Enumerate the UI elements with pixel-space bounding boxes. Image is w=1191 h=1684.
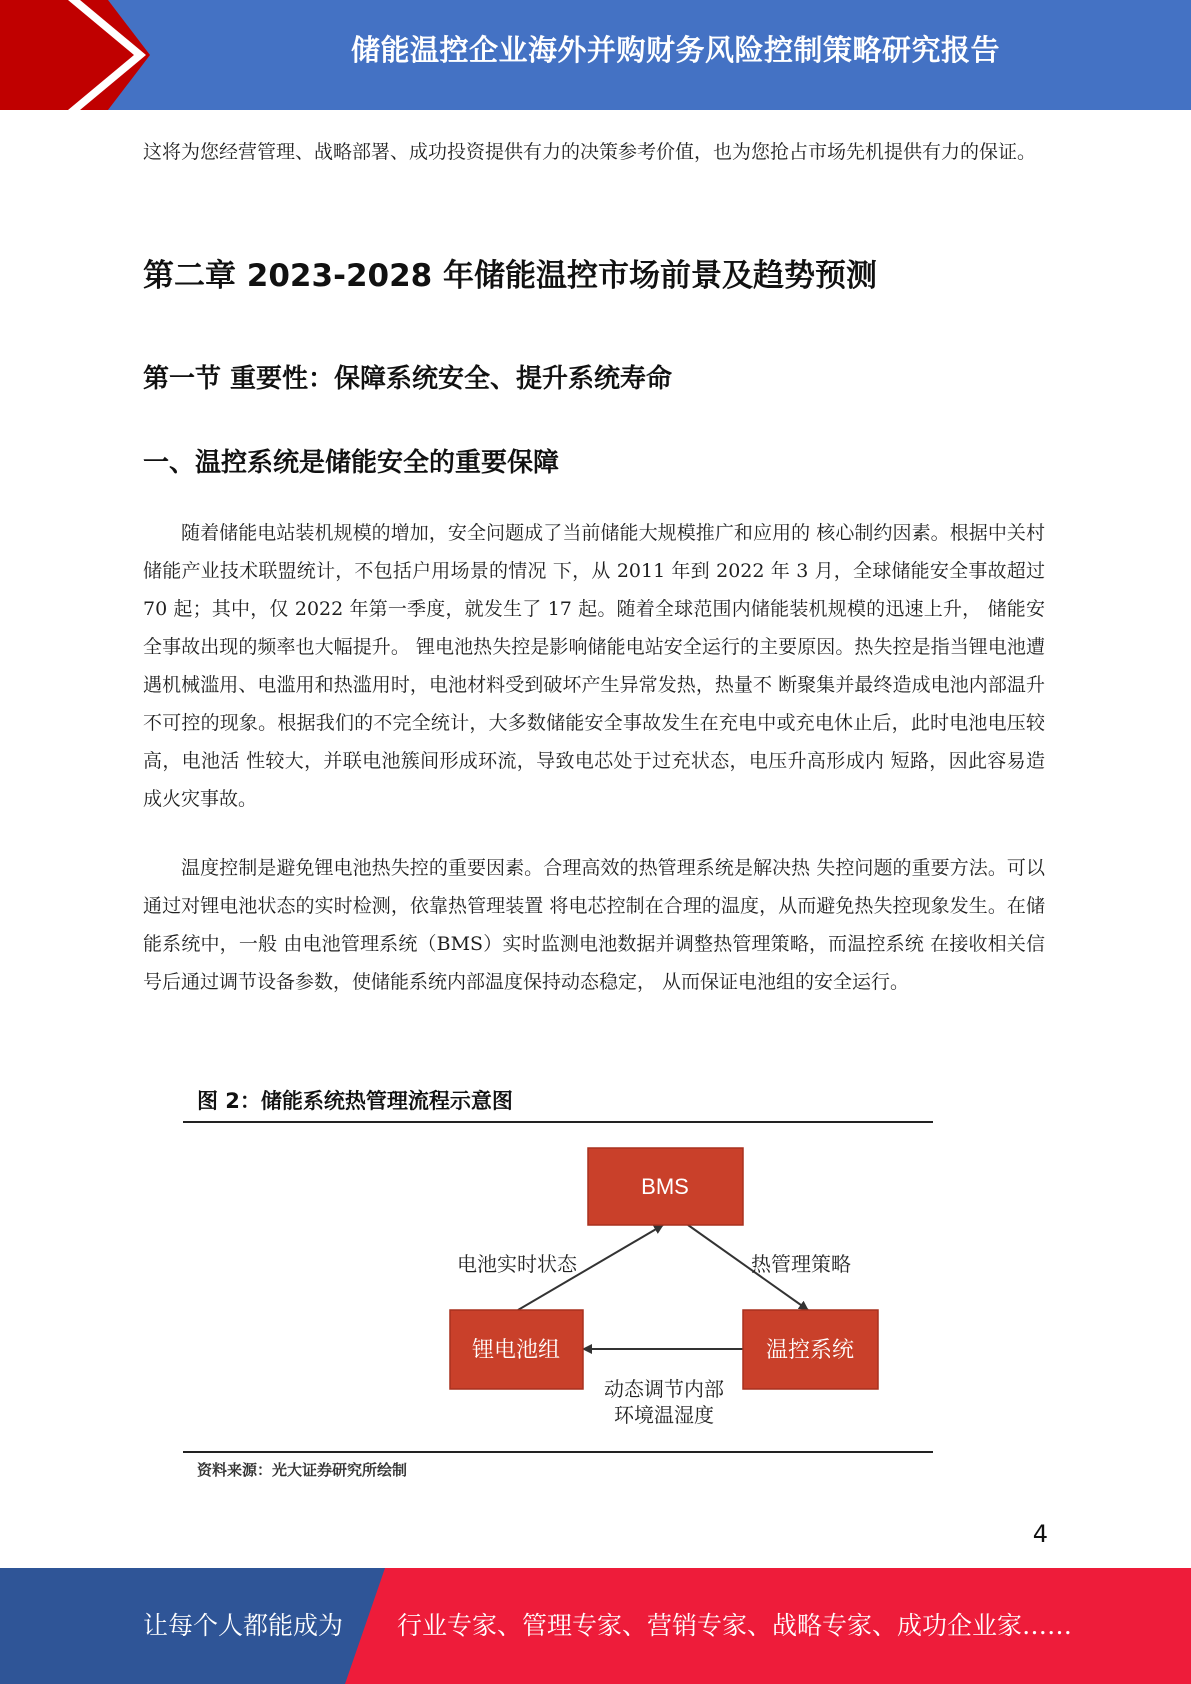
figure-bottom-rule xyxy=(183,1451,933,1453)
figure-thermal-flow xyxy=(183,1085,933,1485)
page-number: 4 xyxy=(1032,1520,1048,1548)
page-header xyxy=(0,0,1191,110)
report-title: 储能温控企业海外并购财务风险控制策略研究报告 xyxy=(350,33,1000,67)
intro-paragraph: 这将为您经营管理、战略部署、成功投资提供有力的决策参考价值，也为您抢占市场先机提供有力的保证。 xyxy=(143,141,1037,163)
figure-title: 图 2：储能系统热管理流程示意图 xyxy=(197,1089,513,1113)
header-chevron-decoration xyxy=(0,0,160,110)
section-heading: 第一节 重要性：保障系统安全、提升系统寿命 xyxy=(143,364,673,394)
body-block-1 xyxy=(143,514,1045,818)
subsection-heading: 一、温控系统是储能安全的重要保障 xyxy=(143,448,560,478)
body-block-2 xyxy=(143,849,1045,1001)
flow-diagram xyxy=(183,1085,933,1451)
intro-block xyxy=(143,133,1045,171)
edge-label-battery-status: 电池实时状态 xyxy=(457,1252,577,1276)
edge-label-thermal-strategy: 热管理策略 xyxy=(751,1252,851,1276)
node-battery-label: 锂电池组 xyxy=(471,1338,561,1363)
chapter-heading: 第二章 2023-2028 年储能温控市场前景及趋势预测 xyxy=(143,258,878,294)
body-paragraph-1: 随着储能电站装机规模的增加，安全问题成了当前储能大规模推广和应用的 核心制约因素。根据中关村储能产业技术联盟统计，不包括户用场景的情况 下，从 2011 年到 2022 年 3 月，全球储能安全事故超过 70 起；其中，仅 2022 年第一季度，就发生了 17 起。随着全球范围内储能装机规模的迅速上升， 储能安全事故出现的频率也大幅提升。 锂电池热失控是影响储能电站安全运行的主要原因。热失控是指当锂电池遭 遇机械滥用、电滥用和热滥用时，电池材料受到破坏产生异常发热，热量不 断聚集并最终造成电池内部温升不可控的现象。根据我们的不完全统计，大多数储能安全事故发生在充电中或充电休止后，此时电池电压较高，电池活 性较大，并联电池簇间形成环流，导致电芯处于过充状态，电压升高形成内 短路，因此容易造成火灾事故。 xyxy=(143,522,1045,810)
node-thermal-label: 温控系统 xyxy=(765,1338,855,1363)
figure-source: 资料来源：光大证券研究所绘制 xyxy=(197,1461,408,1479)
footer-slogan-right: 行业专家、管理专家、营销专家、战略专家、成功企业家…… xyxy=(397,1611,1073,1640)
node-bms-label: BMS xyxy=(641,1174,689,1199)
edge-label-adjust-line1: 动态调节内部 xyxy=(604,1377,724,1401)
body-paragraph-2: 温度控制是避免锂电池热失控的重要因素。合理高效的热管理系统是解决热 失控问题的重要方法。可以通过对锂电池状态的实时检测，依靠热管理装置 将电芯控制在合理的温度，从而避免热失控现象发生。在储能系统中，一般 由电池管理系统（BMS）实时监测电池数据并调整热管理策略，而温控系统 在接收相关信号后通过调节设备参数，使储能系统内部温度保持动态稳定， 从而保证电池组的安全运行。 xyxy=(143,857,1045,993)
edge-label-adjust-line2: 环境温湿度 xyxy=(614,1403,714,1427)
page-footer xyxy=(0,1568,1191,1684)
footer-slogan-left: 让每个人都能成为 xyxy=(143,1611,344,1640)
